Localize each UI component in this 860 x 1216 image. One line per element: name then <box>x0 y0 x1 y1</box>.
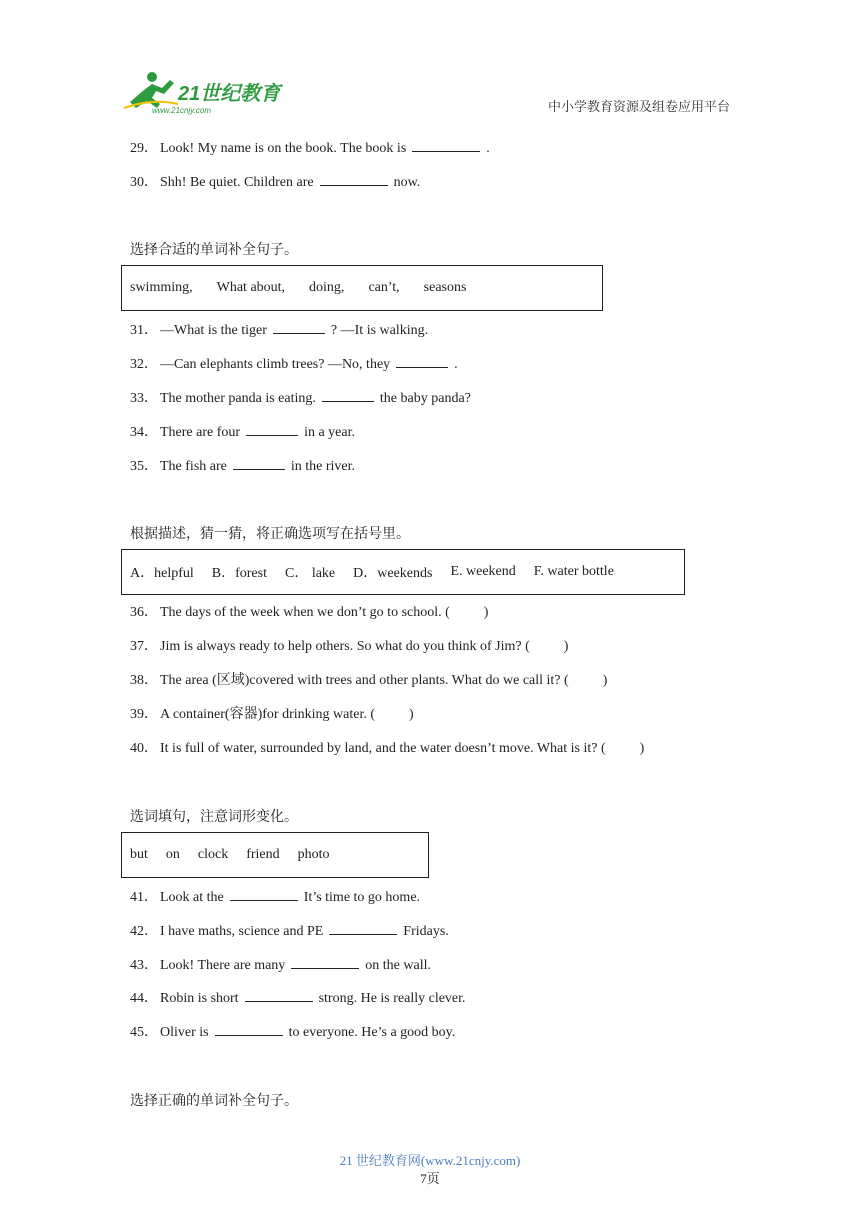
word-option: What about, <box>216 280 286 295</box>
choice-option: B．forest <box>211 566 267 581</box>
site-logo <box>122 68 292 116</box>
question-number: 39． <box>130 707 158 722</box>
question-text: Jim is always ready to help others. So what do you think of Jim? ( <box>160 639 530 654</box>
question-text: Shh! Be quiet. Children are <box>160 175 314 190</box>
section-2-option-box <box>121 549 685 595</box>
question-text: Oliver is <box>160 1025 209 1040</box>
question-text-after: to everyone. He’s a good boy. <box>288 1025 456 1040</box>
question-text-after: now. <box>393 175 421 190</box>
question-37 <box>130 638 568 656</box>
answer-blank[interactable] <box>320 173 388 186</box>
choice-option: A．helpful <box>130 566 194 581</box>
question-text: Look! There are many <box>160 958 286 973</box>
question-38 <box>130 672 607 690</box>
question-number: 31． <box>130 323 158 338</box>
answer-blank[interactable] <box>233 457 285 470</box>
question-35 <box>130 457 355 476</box>
word-option: clock <box>197 847 229 862</box>
question-number: 45． <box>130 1025 158 1040</box>
runner-icon <box>124 72 178 108</box>
logo-url: www.21cnjy.com <box>152 106 211 115</box>
question-42 <box>130 922 449 941</box>
question-text: The fish are <box>160 459 227 474</box>
question-44 <box>130 989 466 1008</box>
section-1-word-box <box>121 265 603 311</box>
question-text: It is full of water, surrounded by land, and the water doesn’t move. What is it? ( <box>160 741 606 756</box>
question-number: 37． <box>130 639 158 654</box>
question-36 <box>130 604 488 622</box>
question-40 <box>130 740 644 758</box>
question-41 <box>130 888 420 907</box>
question-34 <box>130 423 355 442</box>
question-39 <box>130 706 414 724</box>
word-option: can’t, <box>368 280 400 295</box>
answer-blank[interactable] <box>291 956 359 969</box>
question-text-after: the baby panda? <box>379 391 471 406</box>
question-number: 32． <box>130 357 158 372</box>
question-text-after: ) <box>409 707 414 722</box>
question-text-after: Fridays. <box>403 924 449 939</box>
question-text-after: in a year. <box>304 425 355 440</box>
question-text: I have maths, science and PE <box>160 924 324 939</box>
question-text-after: ) <box>602 673 608 688</box>
question-text-after: strong. He is really clever. <box>318 991 466 1006</box>
question-text: —Can elephants climb trees? —No, they <box>160 357 391 372</box>
section-3-word-box <box>121 832 429 878</box>
section-1-title: 选择合适的单词补全句子。 <box>130 243 298 258</box>
question-29 <box>130 139 490 158</box>
question-text-after: ? —It is walking. <box>330 323 429 338</box>
question-45 <box>130 1023 455 1042</box>
question-number: 34． <box>130 425 158 440</box>
platform-label: 中小学教育资源及组卷应用平台 <box>548 99 731 114</box>
word-option: photo <box>297 847 330 862</box>
question-text-after: ) <box>483 605 489 620</box>
question-text-after: in the river. <box>290 459 356 474</box>
word-option: doing, <box>309 280 345 295</box>
question-number: 41． <box>130 890 158 905</box>
question-number: 40． <box>130 741 158 756</box>
answer-blank[interactable] <box>215 1023 283 1036</box>
question-43 <box>130 956 431 975</box>
choice-option: F. water bottle <box>533 564 614 579</box>
question-text: Look! My name is on the book. The book is <box>160 141 407 156</box>
question-text-after: ) <box>639 741 645 756</box>
question-number: 38． <box>130 673 158 688</box>
logo-text: 21世纪教育 <box>178 83 281 105</box>
question-number: 36． <box>130 605 158 620</box>
question-number: 42． <box>130 924 158 939</box>
page-number: 7页 <box>420 1171 440 1186</box>
question-text: The area (区域)covered with trees and other plants. What do we call it? ( <box>160 673 569 688</box>
question-text-after: . <box>454 357 458 372</box>
question-text-after: . <box>486 141 490 156</box>
word-option: on <box>165 847 180 862</box>
question-text: —What is the tiger <box>160 323 267 338</box>
word-option: but <box>130 847 148 862</box>
choice-option: E. weekend <box>450 564 516 579</box>
word-option: friend <box>246 847 280 862</box>
question-number: 43． <box>130 958 158 973</box>
question-text: The days of the week when we don’t go to school. ( <box>160 605 450 620</box>
question-text: Look at the <box>160 890 224 905</box>
section-3-title: 选词填句，注意词形变化。 <box>130 810 298 825</box>
question-number: 44． <box>130 991 158 1006</box>
choice-option: C． lake <box>284 566 336 581</box>
answer-blank[interactable] <box>396 355 448 368</box>
answer-blank[interactable] <box>246 423 298 436</box>
question-number: 33． <box>130 391 158 406</box>
answer-blank[interactable] <box>230 888 298 901</box>
question-text: Robin is short <box>160 991 239 1006</box>
answer-blank[interactable] <box>322 389 374 402</box>
section-2-title: 根据描述，猜一猜，将正确选项写在括号里。 <box>130 527 410 542</box>
word-option: swimming, <box>130 280 193 295</box>
question-text: There are four <box>160 425 241 440</box>
section-4-title: 选择正确的单词补全句子。 <box>130 1094 298 1109</box>
question-31 <box>130 321 428 340</box>
answer-blank[interactable] <box>412 139 480 152</box>
question-text-after: on the wall. <box>365 958 432 973</box>
footer-site-link[interactable]: 21 世纪教育网(www.21cnjy.com) <box>339 1153 521 1168</box>
question-33 <box>130 389 471 408</box>
question-text-after: ) <box>563 639 569 654</box>
question-30 <box>130 173 420 192</box>
choice-option: D．weekends <box>353 566 433 581</box>
word-option: seasons <box>423 280 467 295</box>
answer-blank[interactable] <box>329 922 397 935</box>
question-text-after: It’s time to go home. <box>303 890 421 905</box>
answer-blank[interactable] <box>245 989 313 1002</box>
question-text: The mother panda is eating. <box>160 391 316 406</box>
question-number: 29． <box>130 141 158 156</box>
answer-blank[interactable] <box>273 321 325 334</box>
question-number: 30． <box>130 175 158 190</box>
question-number: 35． <box>130 459 158 474</box>
question-text: A container(容器)for drinking water. ( <box>160 707 375 722</box>
question-32 <box>130 355 458 374</box>
